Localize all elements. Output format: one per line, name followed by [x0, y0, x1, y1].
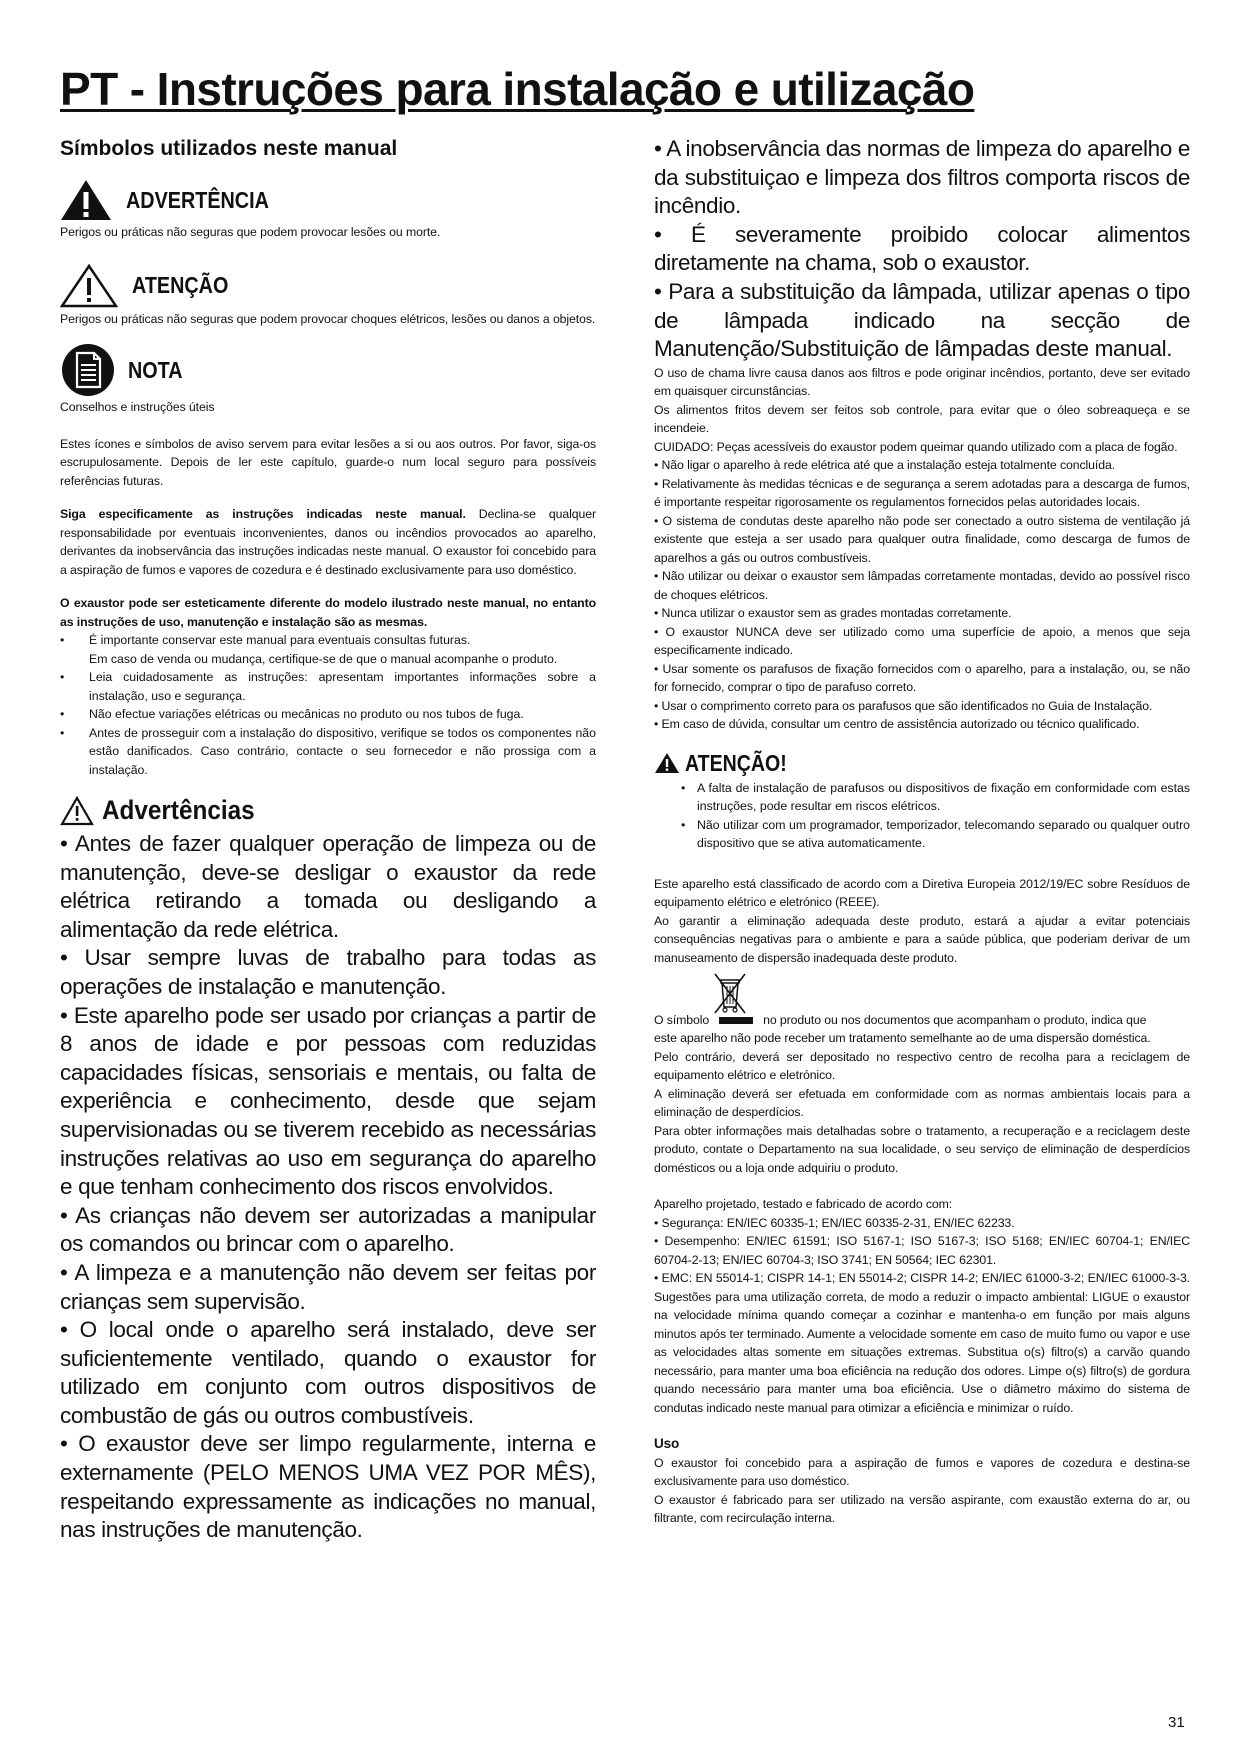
weee-paragraph-2: Ao garantir a eliminação adequada deste produto, estará a ajudar a evitar potenciais consequências negativas para o ambiente e para a saúde pública, que poderiam derivar de um manuseamento de dispersão inadequada deste produto. — [654, 913, 1190, 965]
weee-more: Para obter informações mais detalhadas sobre o tratamento, a recuperação e a reciclagem deste produto, contate o Departamento na sua localidade, o seu serviço de eliminação de desperdícios domésticos ou a loja onde adquiriu o produto. — [654, 1123, 1190, 1175]
standards-item: • Desempenho: EN/IEC 61591; ISO 5167-1; ISO 5167-3; ISO 5168; EN/IEC 60704-1; EN/IEC 60704-2-13; EN/IEC 60704-3; ISO 3741; EN 50564; IEC 62301. — [654, 1234, 1190, 1267]
caution-symbol-row — [60, 264, 596, 308]
advertencias-list — [60, 830, 596, 1545]
right-small-item: • Usar o comprimento correto para os parafusos que são identificados no Guia de Instalação. — [654, 698, 1153, 713]
list-item: • Não efectue variações elétricas ou mecânicas no produto ou nos tubos de fuga. — [60, 705, 596, 724]
warning-filled-icon — [60, 179, 112, 221]
black-bar-icon — [719, 1017, 753, 1024]
list-item: • A falta de instalação de parafusos ou dispositivos de fixação em conformidade com estas instruções, pode resultar em riscos elétricos. — [681, 779, 1190, 816]
standards-item: • EMC: EN 55014-1; CISPR 14-1; EN 55014-2; CISPR 14-2; EN/IEC 61000-3-2; EN/IEC 61000-3-3. Sugestões para uma utilização correta, de modo a reduzir o impacto ambiental: LIGUE o exaustor na velocidade mínima quando começar a cozinhar e mantenha-o em função por mais alguns minutos após ter terminado. Aumente a velocidade somente em caso de muito fumo ou vapor e use as velocidades altas somente em situações extremas. Substitua o(s) filtro(s) a carvão quando necessário, para manter uma boa eficiência na redução dos odores. Limpe o(s) filtro(s) de gordura quando necessário para manter uma boa eficiência. Use o diâmetro máximo do sistema de condutas indicado neste manual para otimizar a eficiência e minimizar o ruído. — [654, 1271, 1190, 1415]
advertencia-item: • Este aparelho pode ser usado por crianças a partir de 8 anos de idade e por pessoas com reduzidas capacidades físicas, sensoriais e mentais, ou falta de experiência e conhecimento, desde que sejam supervisionadas ou se tiverem recebido as necessárias instruções relativas ao uso em segurança do aparelho e que tenham conhecimento dos riscos envolvidos. — [60, 1002, 596, 1200]
general-bullets — [60, 631, 596, 779]
section-title: Símbolos utilizados neste manual — [60, 137, 398, 160]
symbol-sentence — [654, 1011, 1190, 1030]
right-small-item: • O exaustor NUNCA deve ser utilizado como uma superfície de apoio, a menos que seja especificamente indicado. — [654, 624, 1190, 658]
icons-paragraph: Estes ícones e símbolos de aviso servem para evitar lesões a si ou aos outros. Por favor, siga-os escrupulosamente. Depois de ler este capítulo, guarde-o num local seguro para possíveis referências futuras. — [60, 436, 596, 488]
weee-paragraph: Este aparelho está classificado de acordo com a Diretiva Europeia 2012/19/EC sobre Resíduos de equipamento elétrico e eletrónico (REEE). — [654, 876, 1190, 910]
left-column — [60, 134, 596, 1545]
warning-label: ADVERTÊNCIA — [126, 186, 269, 213]
list-item: • Não utilizar com um programador, temporizador, telecomando separado ou qualquer outro dispositivo que se ativa automaticamente. — [681, 816, 1190, 853]
right-small-item: O uso de chama livre causa danos aos filtros e pode originar incêndios, portanto, deve ser evitado em quaisquer circunstâncias. — [654, 365, 1190, 399]
right-big-item: • Para a substituição da lâmpada, utilizar apenas o tipo de lâmpada indicado na secção de Manutenção/Substituição de lâmpadas deste manual. — [654, 278, 1190, 362]
list-item: • É importante conservar este manual para eventuais consultas futuras. Em caso de venda ou mudança, certifique-se de que o manual acompanhe o produto. — [60, 631, 596, 668]
warning-symbol-row — [60, 179, 596, 221]
advertencia-item: • Usar sempre luvas de trabalho para todas as operações de instalação e manutenção. — [60, 945, 596, 999]
advertencia-item: • Antes de fazer qualquer operação de limpeza ou de manutenção, deve-se desligar o exaustor da rede elétrica retirando a tomada ou desligando a alimentação da rede elétrica. — [60, 831, 596, 942]
warning-filled-icon — [654, 752, 680, 774]
symbol-pre: O símbolo — [654, 1013, 710, 1028]
weee-symbol-line — [654, 971, 1190, 1029]
note-text: Conselhos e instruções úteis — [60, 400, 215, 414]
weee-more: Pelo contrário, deverá ser depositado no respectivo centro de recolha para a reciclagem de equipamento elétrico e eletrónico. — [654, 1049, 1190, 1083]
crossed-bin-icon — [710, 971, 750, 1015]
list-item-cont: Em caso de venda ou mudança, certifique-se de que o manual acompanhe o produto. — [89, 651, 558, 666]
page-title: PT - Instruções para instalação e utilização — [60, 63, 975, 115]
right-big-item: • A inobservância das normas de limpeza do aparelho e da substituiçao e limpeza dos filtros comporta riscos de incêndio. — [654, 136, 1190, 219]
follow-instructions-paragraph — [60, 505, 596, 579]
right-small-item: • Nunca utilizar o exaustor sem as grades montadas corretamente. — [654, 606, 1012, 621]
right-small-item: • O sistema de condutas deste aparelho não pode ser conectado a outro sistema de ventilação já existente que esteja a ser usado para qualquer outra finalidade, como descarga de fumos de aparelhos a gás ou outros combustíveis. — [654, 513, 1190, 565]
warning-text: Perigos ou práticas não seguras que podem provocar lesões ou morte. — [60, 225, 441, 239]
model-note: O exaustor pode ser esteticamente diferente do modelo ilustrado neste manual, no entanto as instruções de uso, manutenção e instalação são as mesmas. — [60, 596, 596, 629]
weee-more: A eliminação deverá ser efetuada em conformidade com as normas ambientais locais para a eliminação de desperdícios. — [654, 1086, 1190, 1120]
right-small-item: • Não utilizar ou deixar o exaustor sem lâmpadas corretamente montadas, devido ao possível risco de choques elétricos. — [654, 569, 1190, 602]
right-small-item: • Usar somente os parafusos de fixação fornecidos com o aparelho, para a instalação, ou, se não for fornecido, comprar o tipo de parafuso correto. — [654, 661, 1190, 695]
symbol-cont: este aparelho não pode receber um tratamento semelhante ao de uma dispersão doméstica. — [654, 1031, 1151, 1046]
advertencias-title: Advertências — [102, 795, 255, 825]
note-symbol-row — [60, 342, 596, 398]
right-small-item: • Relativamente às medidas técnicas e de segurança a serem adotadas para a descarga de fumos, é importante respeitar rigorosamente os regulamentos fornecidos pelas autoridades locais. — [654, 476, 1190, 510]
advertencias-heading — [60, 795, 596, 826]
caution-outline-icon — [60, 796, 94, 826]
list-item: • Antes de prosseguir com a instalação do dispositivo, verifique se todos os componentes não estão danificados. Caso contrário, contacte o seu fornecedor e não prossiga com a instalação. — [60, 724, 596, 780]
advertencia-item: • O local onde o aparelho será instalado, deve ser suficientemente ventilado, quando o exaustor for utilizado em conjunto com outros dispositivos de combustão de gás ou outros combustíveis. — [60, 1317, 596, 1428]
caution-label: ATENÇÃO — [132, 272, 229, 298]
right-column — [654, 135, 1190, 1528]
right-small-item: • Em caso de dúvida, consultar um centro de assistência autorizado ou técnico qualificado. — [654, 717, 1140, 732]
advertencia-item: • As crianças não devem ser autorizadas a manipular os comandos ou brincar com o aparelho. — [60, 1202, 596, 1257]
uso-item: O exaustor é fabricado para ser utilizado na versão aspirante, com exaustão externa do ar, ou filtrante, com recirculação interna. — [654, 1492, 1190, 1526]
right-small-item: Os alimentos fritos devem ser feitos sob controle, para evitar que o óleo sobreaqueça e se incendeie. — [654, 402, 1190, 436]
caution-outline-icon — [60, 264, 118, 308]
standards-item: • Segurança: EN/IEC 60335-1; EN/IEC 60335-2-31, EN/IEC 62233. — [654, 1215, 1015, 1230]
follow-bold: Siga especificamente as instruções indicadas neste manual. — [60, 507, 466, 521]
note-label: NOTA — [128, 356, 183, 383]
right-small-item: CUIDADO: Peças acessíveis do exaustor podem queimar quando utilizado com a placa de fogão. — [654, 439, 1178, 454]
follow-rest: Declina-se qualquer responsabilidade por eventuais inconvenientes, danos ou incêndios provocados ao aparelho, derivantes da inobservância das instruções indicadas neste manual. O exaustor foi concebido para a aspiração de fumos e vapores de cozedura e é destinado exclusivamente para uso doméstico. — [60, 507, 596, 577]
attention-list — [654, 779, 1190, 853]
attention-title: ATENÇÃO! — [685, 749, 787, 776]
right-small-list — [654, 364, 1190, 734]
right-big-item: • É severamente proibido colocar alimentos diretamente na chama, sob o exaustor. — [654, 221, 1190, 276]
uso-item: O exaustor foi concebido para a aspiração de fumos e vapores de cozedura e destina-se exclusivamente para uso doméstico. — [654, 1455, 1190, 1489]
note-icon — [60, 342, 116, 398]
right-small-item: • Não ligar o aparelho à rede elétrica até que a instalação esteja totalmente concluída. — [654, 458, 1116, 473]
list-item: • Leia cuidadosamente as instruções: apresentam importantes informações sobre a instalação, uso e segurança. — [60, 668, 596, 705]
uso-title: Uso — [654, 1436, 680, 1452]
symbol-post: no produto ou nos documentos que acompanham o produto, indica que — [763, 1013, 1147, 1028]
page-number: 31 — [1168, 1714, 1185, 1731]
advertencia-item: • O exaustor deve ser limpo regularmente, interna e externamente (PELO MENOS UMA VEZ POR MÊS), respeitando expressamente as indicações no manual, nas instruções de manutenção. — [60, 1431, 596, 1543]
standards-item: Aparelho projetado, testado e fabricado de acordo com: — [654, 1197, 953, 1212]
caution-text: Perigos ou práticas não seguras que podem provocar choques elétricos, lesões ou danos a objetos. — [60, 311, 596, 326]
attention-heading — [654, 750, 1190, 777]
advertencia-item: • A limpeza e a manutenção não devem ser feitas por crianças sem supervisão. — [60, 1259, 596, 1314]
